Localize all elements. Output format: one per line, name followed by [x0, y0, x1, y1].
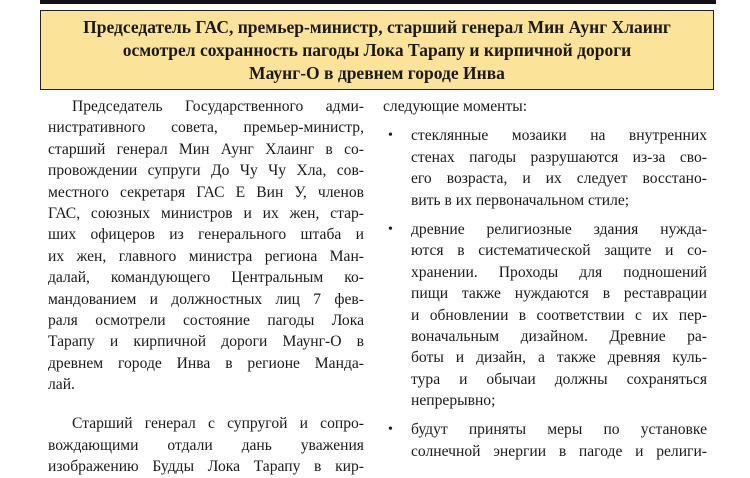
body-line: нистративного совета, премьер-министр,: [48, 119, 364, 137]
body-line: солнечной энергии в пагоде и религи-: [411, 442, 707, 460]
intro-line: следующие моменты:: [383, 98, 528, 115]
bullet-icon: •: [388, 128, 393, 144]
body-line: пищи также нуждаются в реставрации: [411, 285, 707, 303]
headline-line: Маунг-О в древнем городе Инва: [249, 62, 505, 83]
body-line: его возраста, и их следует восстано-: [411, 170, 707, 188]
body-line: ются в систематической защите и со-: [411, 242, 707, 260]
body-line: вить в их первоначальном стиле;: [411, 191, 630, 209]
body-line: изображению Будды Лока Тарапу в кир-: [48, 458, 364, 476]
body-line: далай, командующего Центральным ко-: [48, 269, 364, 287]
body-line: боты и дизайн, а также древняя куль-: [411, 349, 707, 367]
body-line: ГАС, союзных министров и их жен, стар-: [48, 204, 364, 222]
body-line: их жен, главного министра региона Ман-: [48, 247, 364, 265]
bullet-icon: •: [388, 422, 393, 438]
body-line: хранении. Проходы для подношений: [411, 263, 707, 281]
top-rule: [40, 0, 716, 4]
headline-line: осмотрел сохранность пагоды Лока Тарапу и кирпичной дороги: [122, 39, 632, 60]
body-line: старший генерал Мин Аунг Хлаинг в со-: [48, 140, 364, 158]
body-line: древнем городе Инва в регионе Манда-: [48, 354, 364, 372]
right-column: [383, 96, 707, 462]
body-line: раля осмотрели состояние пагоды Лока: [48, 311, 364, 329]
body-line: лай.: [48, 376, 75, 394]
bullet-item: [383, 219, 707, 412]
body-line: воначальным дизайном. Древние ра-: [411, 327, 707, 345]
body-line: стенах пагоды разрушаются из-за сво-: [411, 148, 707, 166]
headline-box: [40, 10, 714, 90]
body-line: ших офицеров из генерального штаба и: [48, 226, 364, 244]
bullet-icon: •: [388, 221, 393, 237]
body-line: и обновлении в соответствии с их пер-: [411, 306, 707, 324]
body-line: стеклянные мозаики на внутренних: [411, 127, 707, 145]
body-line: местного секретаря ГАС Е Вин У, членов: [48, 183, 364, 201]
body-line: провождении супруги До Чу Чу Хла, сов-: [48, 162, 364, 180]
body-line: мандованием и должностных лиц 7 фев-: [48, 290, 364, 308]
headline-line: Председатель ГАС, премьер-министр, старший генерал Мин Аунг Хлаинг: [83, 16, 671, 37]
body-line: будут приняты меры по установке: [411, 421, 707, 439]
bullet-item: [383, 125, 707, 211]
body-line: Старший генерал с супругой и сопро-: [72, 415, 364, 433]
body-line: вождающими отдали дань уважения: [48, 436, 364, 454]
body-line: древние религиозные здания нужда-: [411, 220, 707, 238]
left-column: [48, 96, 364, 478]
body-line: тура и обычаи должны сохраняться: [411, 370, 707, 388]
body-line: непрерывно;: [411, 392, 496, 410]
bullet-item: [383, 419, 707, 462]
body-line: Председатель Государственного адми-: [72, 98, 364, 115]
body-line: Тарапу и кирпичной дороги Маунг-О в: [48, 333, 364, 351]
